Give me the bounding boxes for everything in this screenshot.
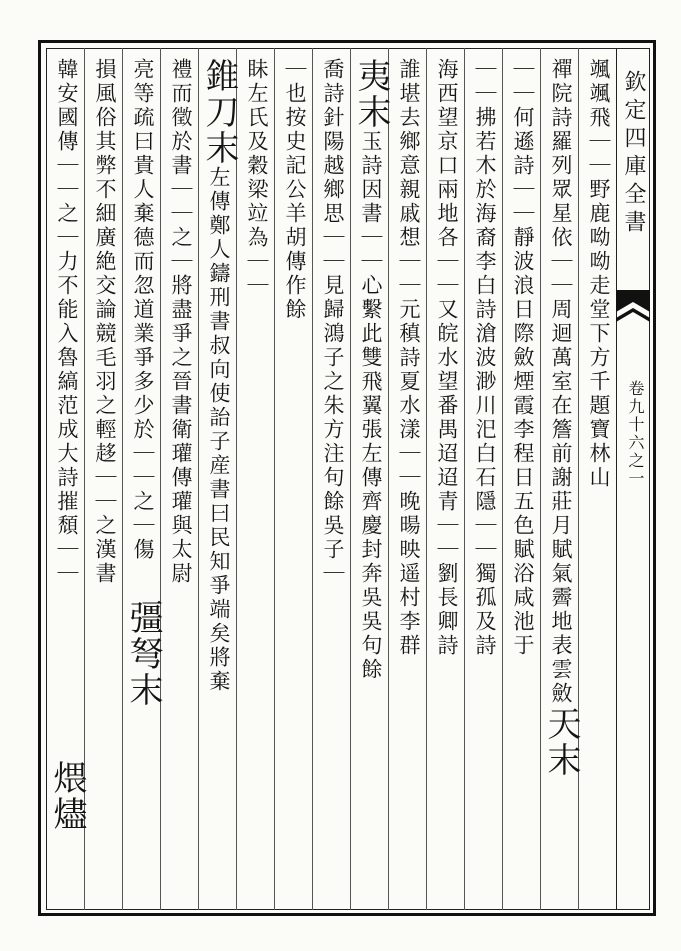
text-column — [48, 58, 86, 758]
entry-text: 誰堪去鄉意親戚想｜｜元稹詩夏水漾｜｜晚暘映遥村李群 — [397, 58, 421, 658]
entry-text: 玉詩因書｜｜心繫此雙飛翼張左傳齊慶封奔吳吳句餘 — [359, 130, 383, 682]
text-column — [428, 58, 466, 898]
text-column — [466, 58, 504, 898]
entry-heading: 煨燼 — [47, 760, 87, 832]
entry-text: 禮而徵於書｜｜之｜將盡爭之晉書衛瓘傳瓘與太尉 — [169, 58, 193, 586]
entry-text: 禪院詩羅列眾星依｜｜周迴萬室在簷前謝莊月賦氣霽地表雲斂 — [549, 58, 573, 706]
text-column — [86, 58, 124, 898]
entry-heading: 天末 — [541, 706, 581, 778]
entry-text: 韓安國傳｜｜之｜力不能入魯縞范成大詩摧頹｜｜ — [55, 58, 79, 586]
entry-text: 喬詩針陽越鄉思｜｜見歸鴻子之朱方注句餘吳子｜ — [321, 58, 345, 586]
entry-heading: 夷末 — [351, 58, 391, 130]
text-column — [542, 58, 580, 898]
entry-text: ｜也按史記公羊胡傳作餘 — [283, 58, 307, 322]
entry-text: 損風俗其弊不細廣絶交論競毛羽之輕趍｜｜之漢書 — [93, 58, 117, 586]
entry-text: ｜｜何遜詩｜｜靜波浪日際斂煙霞李程日五色賦浴咸池于 — [511, 58, 535, 658]
text-column — [124, 600, 162, 900]
entry-text: 海西望京口兩地各｜｜又皖水望番禺迢迢青｜｜劉長卿詩 — [435, 58, 459, 658]
entry-text: 左傳鄭人鑄刑書叔向使詒子産書曰民知爭端矣將棄 — [207, 166, 231, 694]
text-column — [162, 58, 200, 898]
entry-heading: 彊弩末 — [123, 600, 163, 708]
text-column — [504, 58, 542, 898]
text-column — [352, 58, 390, 898]
text-column — [314, 58, 352, 898]
book-title: 欽定四庫全書 — [621, 70, 646, 238]
text-column — [48, 760, 86, 900]
entry-text: 亮等疏曰貴人棄德而忽道業爭多少於｜｜之｜傷 — [131, 58, 155, 562]
text-column — [238, 58, 276, 898]
entry-text: ｜｜拂若木於海裔李白詩滄波渺川汜白石隱｜｜獨孤及詩 — [473, 58, 497, 658]
text-column — [200, 58, 238, 898]
text-column — [580, 58, 618, 898]
entry-text: 颯颯飛｜｜野鹿呦呦走堂下方千題寶林山 — [587, 58, 611, 490]
fish-tail-icon — [616, 290, 650, 340]
juan-number: 卷九十六之一 — [626, 380, 645, 488]
entry-heading: 錐刀末 — [199, 58, 239, 166]
text-column — [390, 58, 428, 898]
entry-text: 眛左氏及穀梁竝為｜｜ — [245, 58, 269, 298]
text-column — [276, 58, 314, 898]
